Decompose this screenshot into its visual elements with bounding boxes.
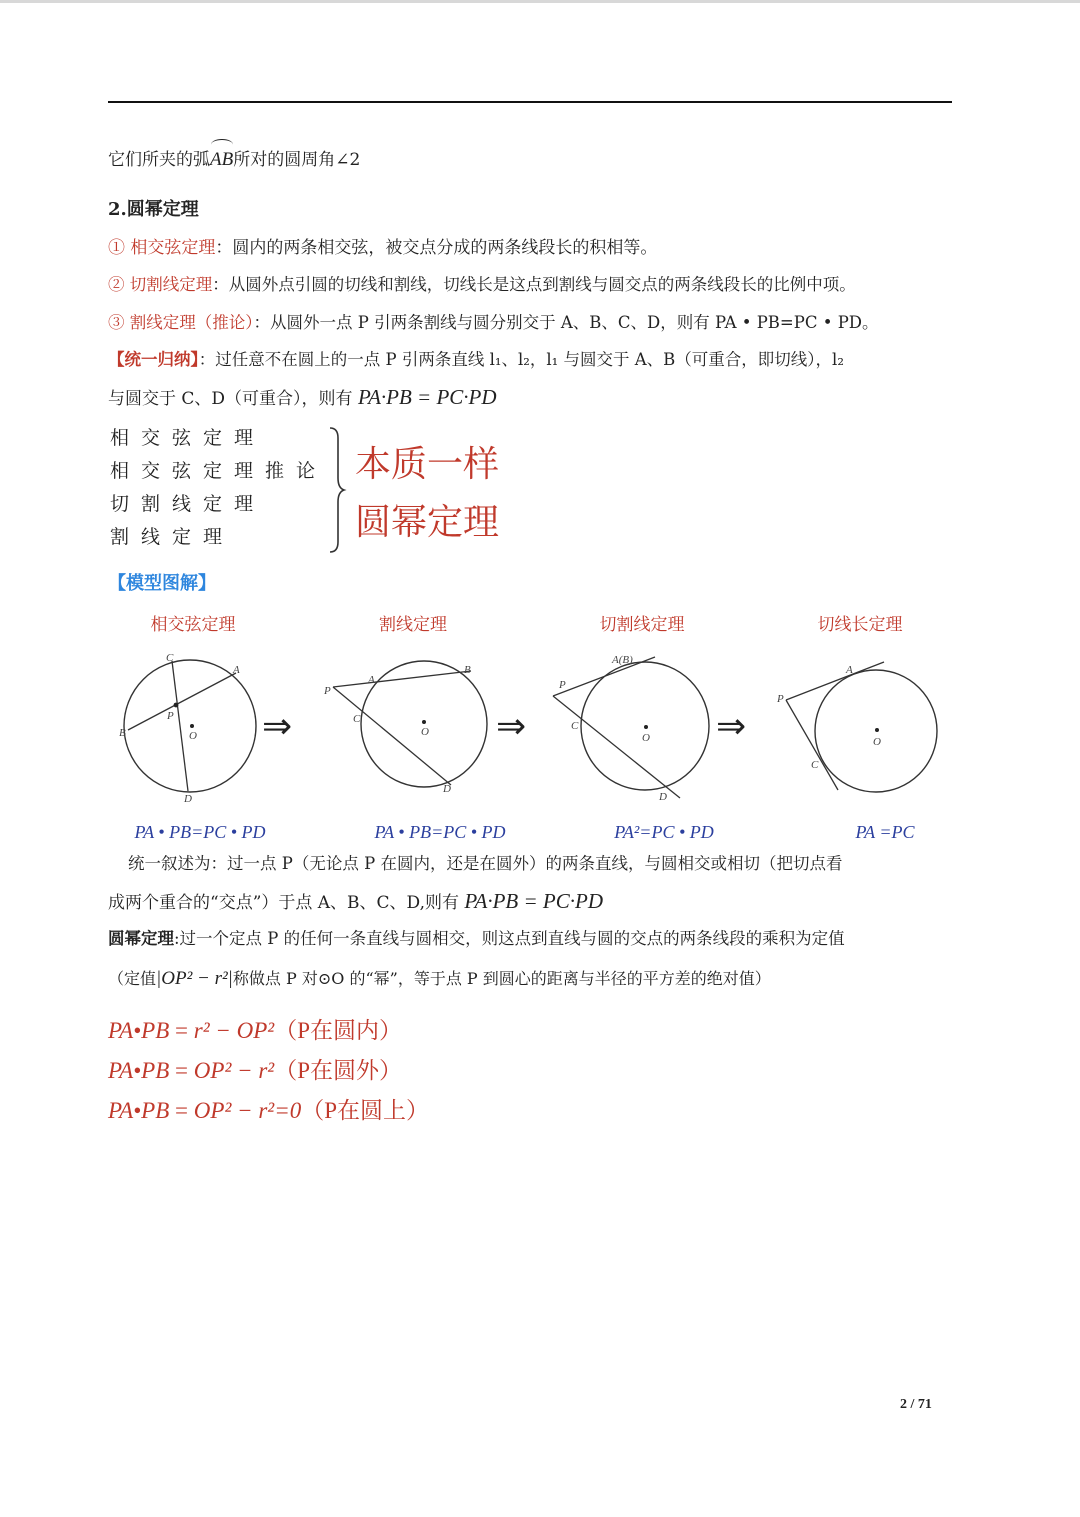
d1-label-p: P (167, 710, 174, 722)
power-note-math: |OP² − r²| (156, 968, 233, 989)
diagram-2 (323, 661, 487, 795)
theorem-1-num: ① (108, 238, 125, 258)
theorem-2-name: 切割线定理 (129, 275, 213, 294)
d2-label-o: O (421, 726, 429, 738)
page-number: 2 / 71 (900, 1397, 932, 1412)
list-item: 相交弦定理 (110, 427, 266, 449)
diagram-2-formula: PA • PB=PC • PD (374, 822, 506, 842)
theorem-3-name: 割线定理（推论） (129, 313, 254, 332)
diagram-4 (776, 662, 937, 792)
power-note-pre: （定值 (108, 969, 157, 988)
arrow-1: ⇒ (262, 706, 293, 747)
diagram-4-title: 切线长定理 (817, 615, 903, 635)
big-text-2: 圆幂定理 (355, 502, 500, 543)
diagram-4-formula: PA =PC (855, 822, 915, 842)
unify-text-1: ：过任意不在圆上的一点 P 引两条直线 l₁、l₂，l₁ 与圆交于 A、B（可重合，即切线），l₂ (198, 350, 844, 369)
case-on: PA•PB = OP² − r²=0（P在圆上） (108, 1098, 430, 1123)
theorem-3-text: ：从圆外一点 P 引两条割线与圆分别交于 A、B、C、D，则有 PA • PB=PC • PD。 (253, 313, 879, 332)
theorem-2-text: ：从圆外点引圆的切线和割线，切线长是这点到割线与圆交点的两条线段长的比例中项。 (212, 275, 856, 294)
theorem-3 (108, 311, 879, 335)
summary-line-1: 统一叙述为：过一点 P（无论点 P 在圆内，还是在圆外）的两条直线，与圆相交或相切（把切点看 (128, 854, 843, 873)
arc-ab: AB (210, 148, 233, 172)
unify-line-2 (108, 385, 497, 411)
unify-label: 【统一归纳】 (108, 350, 199, 369)
intro-prefix: 它们所夹的弧 (108, 150, 210, 170)
d1-label-a: A (233, 664, 240, 676)
diagram-3-formula: PA²=PC • PD (614, 822, 714, 842)
summary-line-2 (108, 889, 603, 915)
power-label: 圆幂定理 (108, 929, 174, 948)
power-note (108, 967, 771, 991)
d3-label-d: D (659, 791, 667, 803)
big-text-1: 本质一样 (355, 444, 500, 485)
arrow-3: ⇒ (716, 706, 747, 747)
diagram-3 (553, 654, 709, 803)
unify-text-2: 与圆交于 C、D（可重合），则有 (108, 389, 358, 409)
arrow-2: ⇒ (496, 706, 527, 747)
d1-label-o: O (189, 730, 197, 742)
theorem-1-text: ：圆内的两条相交弦，被交点分成的两条线段长的积相等。 (215, 238, 658, 258)
model-label: 【模型图解】 (108, 573, 216, 594)
theorem-2-num: ② (108, 275, 125, 294)
summary-math: PA·PB = PC·PD (464, 889, 604, 913)
list-item: 割线定理 (110, 526, 235, 548)
unify-line-1 (108, 348, 844, 372)
case-outside: PA•PB = OP² − r²（P在圆外） (108, 1058, 402, 1083)
power-theorem-line (108, 927, 845, 951)
diagram-1 (119, 652, 256, 805)
section-title: 2.圆幂定理 (108, 199, 199, 220)
intro-suffix: 所对的圆周角∠2 (233, 150, 361, 170)
diagram-3-title: 切割线定理 (599, 615, 685, 635)
d3-label-p: P (559, 679, 566, 691)
diagram-1-title: 相交弦定理 (150, 615, 236, 635)
d2-label-b: B (464, 664, 471, 676)
d3-label-c: C (571, 720, 579, 732)
theorem-2 (108, 273, 856, 297)
d2-label-d: D (443, 783, 451, 795)
d2-label-c: C (353, 713, 361, 725)
diagrams-figure (0, 640, 1080, 810)
d4-label-c: C (811, 759, 819, 771)
theorem-1 (108, 236, 657, 260)
d2-label-a: A (368, 674, 375, 686)
d4-label-a: A (846, 664, 853, 676)
scan-top-edge (0, 0, 1080, 3)
d4-label-p: P (777, 693, 784, 705)
theorem-1-name: 相交弦定理 (130, 238, 216, 258)
power-text: :过一个定点 P 的任何一条直线与圆相交，则这点到直线与圆的交点的两条线段的乘积为定值 (174, 929, 845, 948)
intro-line (108, 148, 360, 172)
theorem-list (110, 422, 327, 554)
d1-label-b: B (119, 727, 126, 739)
diagram-2-title: 割线定理 (379, 615, 447, 635)
d3-label-o: O (642, 732, 650, 744)
d3-label-ab: A(B) (612, 654, 633, 666)
d1-label-c: C (166, 652, 174, 664)
d4-label-o: O (873, 736, 881, 748)
list-item: 相交弦定理推论 (110, 460, 328, 482)
case-inside: PA•PB = r² − OP²（P在圆内） (108, 1018, 402, 1043)
d1-label-d: D (184, 793, 192, 805)
d2-label-p: P (324, 685, 331, 697)
summary-text-2: 成两个重合的“交点”）于点 A、B、C、D,则有 (108, 893, 465, 913)
diagram-1-formula: PA • PB=PC • PD (134, 822, 266, 842)
curly-brace (324, 426, 348, 554)
unify-math: PA·PB = PC·PD (357, 385, 497, 409)
list-item: 切割线定理 (110, 493, 266, 515)
header-rule (108, 101, 952, 103)
power-note-post: 称做点 P 对⊙O 的“幂”，等于点 P 到圆心的距离与半径的平方差的绝对值） (232, 969, 771, 988)
theorem-3-num: ③ (108, 313, 125, 332)
